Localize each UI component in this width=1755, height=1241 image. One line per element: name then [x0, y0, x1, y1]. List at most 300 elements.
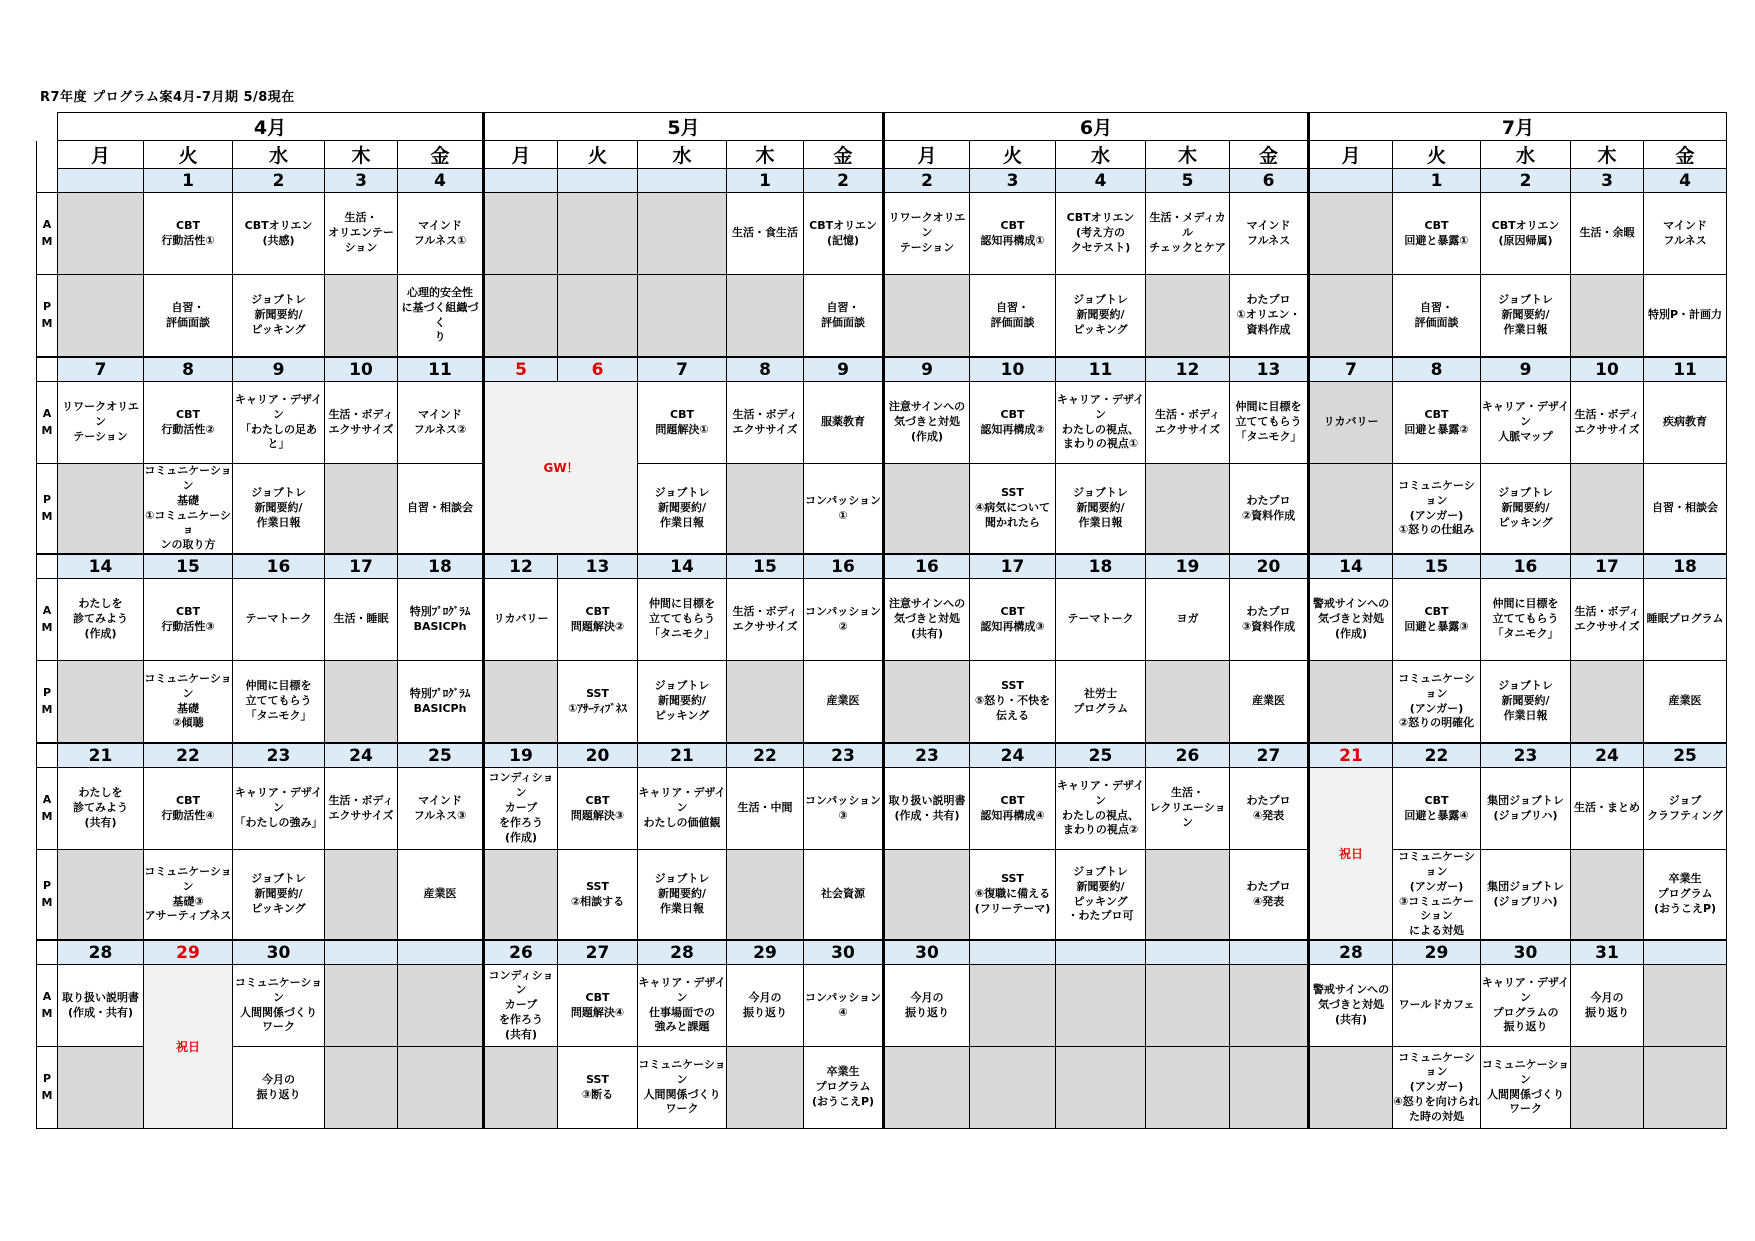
date-cell: 11: [1056, 357, 1146, 382]
row-spacer: [37, 940, 58, 965]
am-session: [58, 193, 144, 275]
am-label: A M: [37, 965, 58, 1047]
weekday-header: 月: [484, 141, 558, 169]
pm-session: [727, 275, 804, 358]
month-header: 5月: [484, 113, 884, 141]
am-session: キャリア・デザイン 人脈マップ: [1481, 382, 1571, 464]
weekday-header: 金: [398, 141, 484, 169]
pm-session: [1571, 850, 1644, 941]
date-cell: 2: [233, 169, 325, 193]
am-session: コンディション カーブ を作ろう (作成): [484, 768, 558, 850]
am-session: リワークオリエン テーション: [884, 193, 970, 275]
date-cell: 15: [144, 554, 233, 579]
date-cell: 28: [58, 940, 144, 965]
date-cell: 24: [1571, 743, 1644, 768]
am-session: CBT 認知再構成④: [970, 768, 1056, 850]
holiday-cell: 祝日: [144, 965, 233, 1129]
pm-session: [325, 464, 398, 555]
date-cell: [970, 940, 1056, 965]
am-session: CBTオリエン (原因帰属): [1481, 193, 1571, 275]
pm-session: [325, 661, 398, 744]
date-cell: 16: [233, 554, 325, 579]
date-cell: 16: [884, 554, 970, 579]
program-schedule-table: [36, 112, 1727, 1129]
pm-session: ジョブトレ 新聞要約/ 作業日報: [1056, 464, 1146, 555]
pm-session: [1230, 1047, 1309, 1129]
am-session: 警戒サインへの 気づきと対処 (共有): [1309, 965, 1393, 1047]
pm-session: [970, 1047, 1056, 1129]
date-cell: 12: [484, 554, 558, 579]
date-cell: [1309, 169, 1393, 193]
date-cell: 3: [1571, 169, 1644, 193]
weekday-header: 金: [1230, 141, 1309, 169]
pm-session: SST ⑥復職に備える (フリーテーマ): [970, 850, 1056, 941]
pm-session: コミュニケーション 人間関係づくり ワーク: [1481, 1047, 1571, 1129]
pm-session: [1056, 1047, 1146, 1129]
pm-session: [398, 1047, 484, 1129]
corner-blank: [37, 141, 58, 169]
date-cell: 9: [233, 357, 325, 382]
pm-session: コミュニケーション 基礎③ アサーティブネス: [144, 850, 233, 941]
pm-session: コミュニケーション (アンガー) ③コミュニケー ション による対処: [1393, 850, 1481, 941]
am-session: わたプロ ④発表: [1230, 768, 1309, 850]
date-cell: 8: [727, 357, 804, 382]
date-cell: 29: [144, 940, 233, 965]
am-session: [1146, 965, 1230, 1047]
date-cell: 30: [233, 940, 325, 965]
pm-session: [484, 1047, 558, 1129]
pm-session: [1146, 464, 1230, 555]
pm-session: [1571, 1047, 1644, 1129]
pm-session: [484, 275, 558, 358]
pm-session: 産業医: [1644, 661, 1727, 744]
am-session: コンパッション④: [804, 965, 884, 1047]
am-session: 生活・ボディ エクササイズ: [727, 382, 804, 464]
pm-session: [58, 464, 144, 555]
date-cell: [1230, 940, 1309, 965]
date-cell: 1: [1393, 169, 1481, 193]
date-cell: 29: [727, 940, 804, 965]
pm-session: 社会資源: [804, 850, 884, 941]
am-session: CBT 行動活性①: [144, 193, 233, 275]
pm-session: コミュニケーション (アンガー) ②怒りの明確化: [1393, 661, 1481, 744]
pm-session: [884, 1047, 970, 1129]
date-cell: 2: [804, 169, 884, 193]
am-session: [638, 193, 727, 275]
am-session: 仲間に目標を 立ててもらう 「タニモク」: [1481, 579, 1571, 661]
pm-session: ジョブトレ 新聞要約/ ピッキング: [233, 275, 325, 358]
pm-session: 自習・相談会: [1644, 464, 1727, 555]
am-session: マインド フルネス: [1230, 193, 1309, 275]
pm-session: 産業医: [804, 661, 884, 744]
date-cell: 21: [638, 743, 727, 768]
am-session: CBT 行動活性②: [144, 382, 233, 464]
weekday-header: 水: [233, 141, 325, 169]
date-cell: 5: [1146, 169, 1230, 193]
pm-session: SST ①ｱｻｰﾃｨﾌﾞﾈｽ: [558, 661, 638, 744]
date-cell: 29: [1393, 940, 1481, 965]
date-cell: 9: [1481, 357, 1571, 382]
month-header: 7月: [1309, 113, 1727, 141]
am-label: A M: [37, 193, 58, 275]
date-cell: 25: [398, 743, 484, 768]
weekday-header: 木: [727, 141, 804, 169]
pm-session: 卒業生 プログラム (おうこえP): [1644, 850, 1727, 941]
date-cell: 4: [398, 169, 484, 193]
am-session: [970, 965, 1056, 1047]
date-cell: 30: [884, 940, 970, 965]
am-label: A M: [37, 768, 58, 850]
am-session: [1056, 965, 1146, 1047]
date-cell: 3: [325, 169, 398, 193]
date-cell: 15: [727, 554, 804, 579]
weekday-header: 火: [144, 141, 233, 169]
am-session: 生活・中間: [727, 768, 804, 850]
pm-label: P M: [37, 275, 58, 358]
am-session: テーマトーク: [233, 579, 325, 661]
pm-session: ジョブトレ 新聞要約/ ピッキング: [638, 661, 727, 744]
am-session: コンパッション③: [804, 768, 884, 850]
pm-session: コミュニケーション (アンガー) ①怒りの仕組み: [1393, 464, 1481, 555]
pm-session: [1146, 850, 1230, 941]
date-cell: 26: [484, 940, 558, 965]
am-session: リカバリー: [1309, 382, 1393, 464]
am-session: 今月の 振り返り: [727, 965, 804, 1047]
am-label: A M: [37, 579, 58, 661]
am-session: CBTオリエン (共感): [233, 193, 325, 275]
weekday-header: 火: [970, 141, 1056, 169]
am-session: 生活・ボディ エクササイズ: [727, 579, 804, 661]
pm-label: P M: [37, 464, 58, 555]
am-session: CBTオリエン (考え方の クセテスト): [1056, 193, 1146, 275]
pm-session: [325, 275, 398, 358]
pm-session: わたプロ ②資料作成: [1230, 464, 1309, 555]
pm-session: [1146, 275, 1230, 358]
pm-session: 卒業生 プログラム (おうこえP): [804, 1047, 884, 1129]
pm-session: [638, 275, 727, 358]
am-session: 生活・メディカル チェックとケア: [1146, 193, 1230, 275]
pm-session: 自習・ 評価面談: [804, 275, 884, 358]
am-session: [1644, 965, 1727, 1047]
am-label: A M: [37, 382, 58, 464]
weekday-header: 月: [58, 141, 144, 169]
am-session: テーマトーク: [1056, 579, 1146, 661]
pm-session: 自習・ 評価面談: [1393, 275, 1481, 358]
pm-session: [1309, 661, 1393, 744]
am-session: 生活・睡眠: [325, 579, 398, 661]
am-session: わたしを 診てみよう (作成): [58, 579, 144, 661]
date-cell: 4: [1056, 169, 1146, 193]
am-session: コンパッション②: [804, 579, 884, 661]
date-cell: 19: [1146, 554, 1230, 579]
pm-session: [1309, 464, 1393, 555]
row-spacer: [37, 357, 58, 382]
date-cell: 18: [1056, 554, 1146, 579]
date-cell: 24: [325, 743, 398, 768]
pm-session: 特別P・計画力: [1644, 275, 1727, 358]
pm-session: [58, 850, 144, 941]
pm-session: コミュニケーション (アンガー) ④怒りを向けられ た時の対処: [1393, 1047, 1481, 1129]
am-session: 生活・ レクリエーション: [1146, 768, 1230, 850]
am-session: 今月の 振り返り: [1571, 965, 1644, 1047]
am-session: マインド フルネス: [1644, 193, 1727, 275]
date-cell: 31: [1571, 940, 1644, 965]
am-session: 生活・ボディ エクササイズ: [1571, 382, 1644, 464]
date-cell: 25: [1056, 743, 1146, 768]
date-cell: 13: [1230, 357, 1309, 382]
date-cell: 21: [1309, 743, 1393, 768]
pm-session: ジョブトレ 新聞要約/ 作業日報: [638, 464, 727, 555]
am-session: 生活・ボディ エクササイズ: [1146, 382, 1230, 464]
weekday-header: 金: [1644, 141, 1727, 169]
date-cell: 11: [1644, 357, 1727, 382]
pm-session: [1571, 464, 1644, 555]
am-session: 仲間に目標を 立ててもらう 「タニモク」: [1230, 382, 1309, 464]
am-session: CBT 認知再構成③: [970, 579, 1056, 661]
am-session: わたしを 診てみよう (共有): [58, 768, 144, 850]
am-session: [1309, 193, 1393, 275]
pm-label: P M: [37, 1047, 58, 1129]
pm-session: [1146, 1047, 1230, 1129]
weekday-header: 火: [558, 141, 638, 169]
pm-session: [1309, 275, 1393, 358]
date-cell: 17: [1571, 554, 1644, 579]
date-cell: 27: [558, 940, 638, 965]
pm-session: [727, 1047, 804, 1129]
am-session: キャリア・デザイン 「わたしの足あと」: [233, 382, 325, 464]
am-session: キャリア・デザイン 「わたしの強み」: [233, 768, 325, 850]
date-cell: 1: [727, 169, 804, 193]
date-cell: 21: [58, 743, 144, 768]
pm-session: [884, 661, 970, 744]
date-cell: 20: [1230, 554, 1309, 579]
pm-session: [1571, 275, 1644, 358]
am-session: リカバリー: [484, 579, 558, 661]
date-cell: 6: [1230, 169, 1309, 193]
gw-holiday-block: GW！: [484, 382, 638, 555]
date-cell: [1056, 940, 1146, 965]
am-session: 注意サインへの 気づきと対処 (共有): [884, 579, 970, 661]
date-cell: 14: [638, 554, 727, 579]
date-cell: 9: [804, 357, 884, 382]
weekday-header: 水: [1056, 141, 1146, 169]
am-session: CBT 行動活性③: [144, 579, 233, 661]
pm-session: [58, 661, 144, 744]
corner-blank: [37, 113, 58, 141]
am-session: キャリア・デザイン わたしの価値観: [638, 768, 727, 850]
pm-label: P M: [37, 850, 58, 941]
pm-session: 心理的安全性 に基づく組織づく り: [398, 275, 484, 358]
date-cell: 30: [1481, 940, 1571, 965]
am-session: 服薬教育: [804, 382, 884, 464]
am-session: 生活・食生活: [727, 193, 804, 275]
date-cell: 26: [1146, 743, 1230, 768]
am-session: キャリア・デザイン わたしの視点、 まわりの視点②: [1056, 768, 1146, 850]
am-session: わたプロ ③資料作成: [1230, 579, 1309, 661]
date-cell: 14: [1309, 554, 1393, 579]
date-cell: 28: [638, 940, 727, 965]
date-cell: [484, 169, 558, 193]
weekday-header: 木: [1571, 141, 1644, 169]
date-cell: 18: [398, 554, 484, 579]
date-cell: 17: [970, 554, 1056, 579]
pm-session: 今月の 振り返り: [233, 1047, 325, 1129]
date-cell: 16: [804, 554, 884, 579]
date-cell: 10: [325, 357, 398, 382]
pm-session: 社労士 プログラム: [1056, 661, 1146, 744]
pm-session: [884, 850, 970, 941]
am-session: 集団ジョブトレ (ジョブリハ): [1481, 768, 1571, 850]
date-cell: 2: [884, 169, 970, 193]
pm-session: [1644, 1047, 1727, 1129]
page-title: R7年度 プログラム案4月-7月期 5/8現在: [40, 90, 295, 105]
date-cell: 14: [58, 554, 144, 579]
am-session: CBT 行動活性④: [144, 768, 233, 850]
am-session: 生活・ オリエンテー ション: [325, 193, 398, 275]
am-session: CBT 認知再構成①: [970, 193, 1056, 275]
weekday-header: 水: [1481, 141, 1571, 169]
pm-session: SST ④病気について 聞かれたら: [970, 464, 1056, 555]
am-session: キャリア・デザイン わたしの視点、 まわりの視点①: [1056, 382, 1146, 464]
date-cell: 13: [558, 554, 638, 579]
am-session: 生活・ボディ エクササイズ: [325, 382, 398, 464]
weekday-header: 水: [638, 141, 727, 169]
am-session: リワークオリエン テーション: [58, 382, 144, 464]
am-session: マインド フルネス②: [398, 382, 484, 464]
am-session: 仲間に目標を 立ててもらう 「タニモク」: [638, 579, 727, 661]
date-cell: 18: [1644, 554, 1727, 579]
date-cell: 7: [1309, 357, 1393, 382]
pm-session: SST ②相談する: [558, 850, 638, 941]
pm-session: SST ⑤怒り・不快を 伝える: [970, 661, 1056, 744]
pm-session: [325, 850, 398, 941]
weekday-header: 月: [1309, 141, 1393, 169]
date-cell: [398, 940, 484, 965]
pm-session: [727, 464, 804, 555]
pm-session: ジョブトレ 新聞要約/ 作業日報: [638, 850, 727, 941]
date-cell: 30: [804, 940, 884, 965]
am-session: [558, 193, 638, 275]
date-cell: 8: [144, 357, 233, 382]
pm-session: 仲間に目標を 立ててもらう 「タニモク」: [233, 661, 325, 744]
pm-session: ジョブトレ 新聞要約/ ピッキング: [1481, 464, 1571, 555]
pm-session: 自習・相談会: [398, 464, 484, 555]
date-cell: [325, 940, 398, 965]
pm-session: ジョブトレ 新聞要約/ ピッキング: [1056, 275, 1146, 358]
pm-session: [1571, 661, 1644, 744]
pm-session: [484, 850, 558, 941]
am-session: [325, 965, 398, 1047]
am-session: [1230, 965, 1309, 1047]
date-cell: 17: [325, 554, 398, 579]
pm-session: わたプロ ①オリエン・ 資料作成: [1230, 275, 1309, 358]
am-session: CBTオリエン (記憶): [804, 193, 884, 275]
date-cell: 8: [1393, 357, 1481, 382]
pm-session: コミュニケーション 基礎 ②傾聴: [144, 661, 233, 744]
date-cell: 6: [558, 357, 638, 382]
weekday-header: 木: [325, 141, 398, 169]
pm-session: 自習・ 評価面談: [970, 275, 1056, 358]
date-cell: [58, 169, 144, 193]
am-session: ジョブ クラフティング: [1644, 768, 1727, 850]
date-cell: 25: [1644, 743, 1727, 768]
pm-session: コミュニケーション 人間関係づくり ワーク: [638, 1047, 727, 1129]
am-session: 睡眠プログラム: [1644, 579, 1727, 661]
date-cell: 20: [558, 743, 638, 768]
date-cell: 10: [1571, 357, 1644, 382]
am-session: CBT 問題解決③: [558, 768, 638, 850]
am-session: 疾病教育: [1644, 382, 1727, 464]
pm-session: SST ③断る: [558, 1047, 638, 1129]
am-session: 注意サインへの 気づきと対処 (作成): [884, 382, 970, 464]
pm-session: [58, 275, 144, 358]
pm-session: 特別ﾌﾟﾛｸﾞﾗﾑ BASICPh: [398, 661, 484, 744]
date-cell: 7: [638, 357, 727, 382]
am-session: 取り扱い説明書 (作成・共有): [884, 768, 970, 850]
am-session: CBT 回避と暴露②: [1393, 382, 1481, 464]
pm-session: [484, 661, 558, 744]
date-cell: 27: [1230, 743, 1309, 768]
pm-session: ジョブトレ 新聞要約/ 作業日報: [1481, 275, 1571, 358]
date-cell: 22: [727, 743, 804, 768]
am-session: CBT 問題解決④: [558, 965, 638, 1047]
date-cell: 15: [1393, 554, 1481, 579]
am-session: 生活・余暇: [1571, 193, 1644, 275]
date-cell: 5: [484, 357, 558, 382]
date-cell: 24: [970, 743, 1056, 768]
date-cell: 4: [1644, 169, 1727, 193]
pm-session: わたプロ ④発表: [1230, 850, 1309, 941]
am-session: [398, 965, 484, 1047]
am-session: 特別ﾌﾟﾛｸﾞﾗﾑ BASICPh: [398, 579, 484, 661]
pm-session: [727, 850, 804, 941]
pm-session: [325, 1047, 398, 1129]
am-session: CBT 回避と暴露④: [1393, 768, 1481, 850]
am-session: CBT 回避と暴露①: [1393, 193, 1481, 275]
pm-session: ジョブトレ 新聞要約/ 作業日報: [233, 464, 325, 555]
pm-session: [884, 464, 970, 555]
am-session: CBT 回避と暴露③: [1393, 579, 1481, 661]
am-session: マインド フルネス①: [398, 193, 484, 275]
row-spacer: [37, 743, 58, 768]
pm-session: 自習・ 評価面談: [144, 275, 233, 358]
am-session: キャリア・デザイン プログラムの 振り返り: [1481, 965, 1571, 1047]
am-session: 生活・ボディ エクササイズ: [325, 768, 398, 850]
date-cell: 22: [144, 743, 233, 768]
pm-session: [884, 275, 970, 358]
pm-session: コミュニケーション 基礎 ①コミュニケーショ ンの取り方: [144, 464, 233, 555]
month-header: 4月: [58, 113, 484, 141]
row-spacer: [37, 554, 58, 579]
holiday-cell: 祝日: [1309, 768, 1393, 941]
am-session: ワールドカフェ: [1393, 965, 1481, 1047]
date-cell: 10: [970, 357, 1056, 382]
date-cell: [1146, 940, 1230, 965]
pm-session: 産業医: [398, 850, 484, 941]
date-cell: 7: [58, 357, 144, 382]
pm-session: [58, 1047, 144, 1129]
am-session: マインド フルネス③: [398, 768, 484, 850]
date-cell: 16: [1481, 554, 1571, 579]
pm-session: [1146, 661, 1230, 744]
date-cell: [558, 169, 638, 193]
pm-session: [1309, 1047, 1393, 1129]
date-cell: 11: [398, 357, 484, 382]
weekday-header: 金: [804, 141, 884, 169]
date-cell: 9: [884, 357, 970, 382]
row-spacer: [37, 169, 58, 193]
pm-session: ジョブトレ 新聞要約/ ピッキング: [233, 850, 325, 941]
